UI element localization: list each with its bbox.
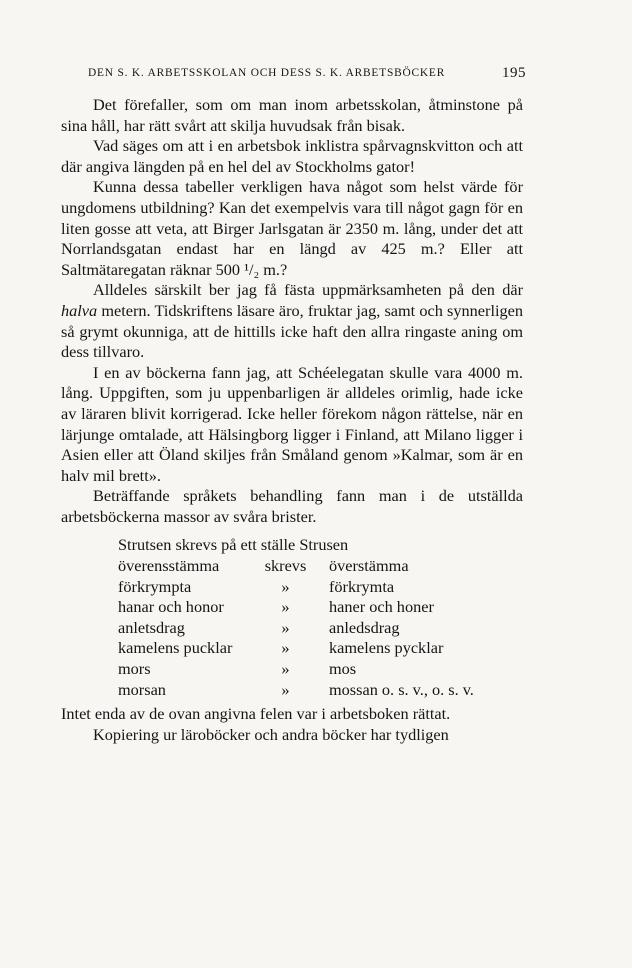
list-item <box>118 577 474 598</box>
correct-form: överensstämma <box>118 556 220 576</box>
running-header <box>62 62 532 84</box>
wrong-form: kamelens pycklar <box>329 638 444 658</box>
correct-form: hanar och honor <box>118 597 224 617</box>
correct-form: anletsdrag <box>118 617 185 637</box>
paragraph-3: Kunna dessa tabeller verkligen hava något som helst värde för ungdomens utbildning? Kan det exempelvis vara till något gagn för en liten gosse att veta, att Birger Jarlsgatan är 2350 m. lång, under det att Norrlandsgatan endast har en längd av 425 m.? Eller att Saltmätaregatan räknar 500 ¹/₂ m.? <box>61 177 523 279</box>
wrong-form: haner och honer <box>329 597 434 617</box>
correct-form: mors <box>118 659 151 679</box>
correct-form: morsan <box>118 679 166 699</box>
wrong-form: anledsdrag <box>329 617 400 637</box>
running-title: DEN S. K. ARBETSSKOLAN OCH DESS S. K. ARBETSBÖCKER <box>88 67 446 79</box>
verb-mark: skrevs <box>264 556 307 576</box>
verb-mark: » <box>281 679 290 699</box>
emphasis-halva: halva <box>61 300 98 320</box>
correct-form: förkrympta <box>118 576 192 596</box>
wrong-form: mos <box>329 659 357 679</box>
paragraph-4-after: metern. Tidskriftens läsare äro, fruktar jag, samt och synnerligen så grymt okunniga, att de hittills icke haft den allra ringaste aning om dess tillvaro. <box>61 300 523 362</box>
list-item <box>118 638 474 659</box>
paragraph-6: Beträffande språkets behandling fann man i de utställda arbetsböckerna massor av svåra brister. <box>61 486 523 526</box>
list-item <box>118 556 474 577</box>
error-list <box>118 535 474 700</box>
paragraph-2: Vad säges om att i en arbetsbok inklistra spårvagnskvitton och att där angiva längden på en hel del av Stockholms gator! <box>61 136 523 176</box>
verb-mark: » <box>281 617 290 637</box>
error-list-intro: Strutsen skrevs på ett ställe Strusen <box>118 535 349 555</box>
wrong-form: överstämma <box>329 556 409 576</box>
paragraph-1: Det förefaller, som om man inom arbetsskolan, åtminstone på sina håll, har rätt svårt att skilja huvudsak från bisak. <box>61 95 523 135</box>
verb-mark: » <box>281 659 290 679</box>
verb-mark: » <box>281 638 290 658</box>
list-item <box>118 597 474 618</box>
list-item <box>118 680 474 701</box>
paragraph-4 <box>61 280 523 362</box>
list-item <box>118 618 474 639</box>
closing-paragraph-1: Intet enda av de ovan angivna felen var i arbetsboken rättat. <box>61 704 451 724</box>
wrong-form: förkrymta <box>329 576 395 596</box>
body-text <box>61 95 523 745</box>
page-number: 195 <box>502 65 526 81</box>
paragraph-5: I en av böckerna fann jag, att Schéelegatan skulle vara 4000 m. lång. Uppgiften, som ju uppenbarligen är alldeles orimlig, hade icke av läraren blivit korrigerad. Icke heller förekom någon rättelse, när en lärjunge omtalade, att Hälsingborg ligger i Finland, att Milano ligger i Asien eller att Öland skiljes från Småland genom »Kalmar, som är en halv mil brett». <box>61 362 523 485</box>
verb-mark: » <box>281 576 290 596</box>
verb-mark: » <box>281 597 290 617</box>
wrong-form: mossan o. s. v., o. s. v. <box>329 679 474 699</box>
closing-paragraph-2: Kopiering ur läroböcker och andra böcker har tydligen <box>93 724 449 744</box>
list-item <box>118 659 474 680</box>
paragraph-4-before: Alldeles särskilt ber jag få fästa uppmärksamheten på den där <box>93 280 523 300</box>
correct-form: kamelens pucklar <box>118 638 233 658</box>
